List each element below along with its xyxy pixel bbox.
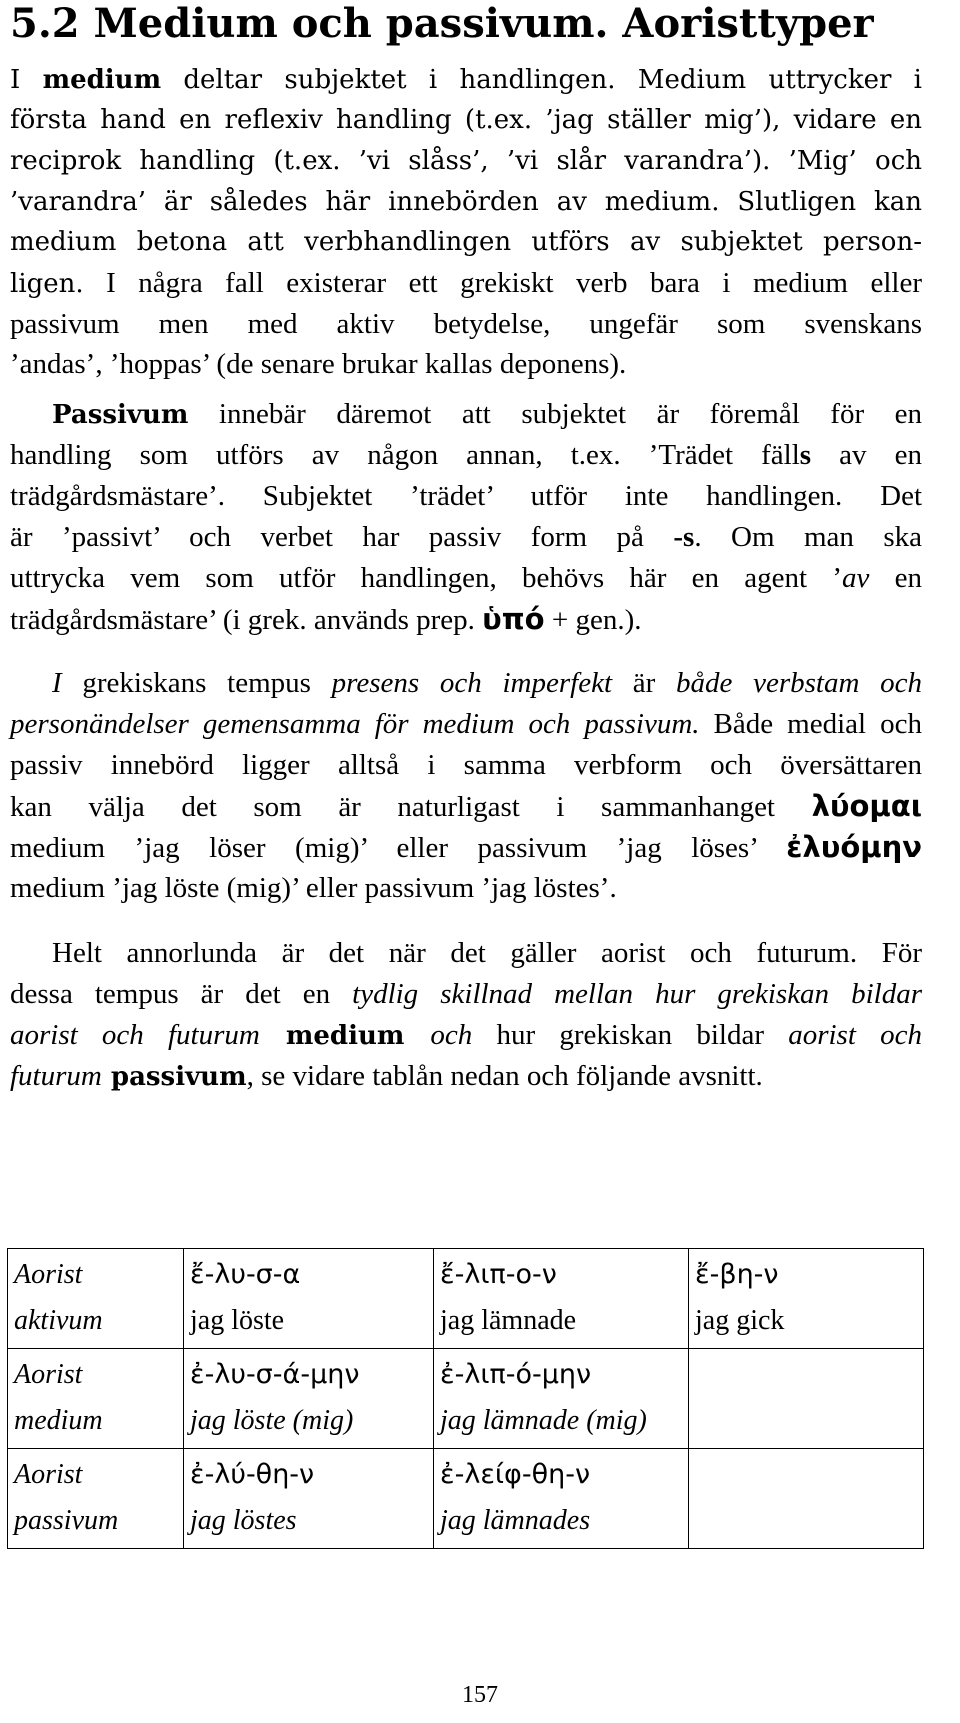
table-cell-empty [689,1449,924,1549]
greek-form: ἔ-βη-ν [695,1259,779,1290]
text-line: uttrycka vem som utför handlingen, behövs här en agent ’av en [10,562,923,594]
aorist-table [7,1248,924,1549]
text-line: passiv innebörd ligger alltså i samma verbform och översättaren [10,749,922,781]
page-number: 157 [462,1682,498,1708]
table-cell [184,1249,434,1349]
table-cell [689,1249,924,1349]
swedish-translation: jag gick [695,1305,785,1336]
text-line: passivum men med aktiv betydelse, ungefär som svenskans [10,308,922,340]
text-line: ’varandra’ är således här innebörden av medium. Slutligen kan [10,187,922,217]
text-line: ’andas’, ’hoppas’ (de senare brukar kallas deponens). [10,348,627,380]
greek-word: ὑπό [482,602,545,636]
greek-form: ἐ-λύ-θη-ν [190,1459,315,1490]
table-cell [434,1449,689,1549]
greek-form: ἐ-λείφ-θη-ν [440,1459,591,1490]
greek-word: λύομαι [811,789,922,823]
text-line: personändelser gemensamma för medium och passivum. Både medial och [10,708,922,740]
swedish-translation: jag löste [190,1305,285,1336]
greek-form: ἐ-λυ-σ-ά-μην [190,1359,360,1390]
text-line: I grekiskans tempus presens och imperfekt är både verbstam och [52,667,922,699]
text-line: futurum passivum, se vidare tablån nedan och följande avsnitt. [10,1060,763,1092]
text-line: trädgårdsmästare’ (i grek. används prep. ὑπό + gen.). [10,602,642,636]
text-line: handling som utförs av någon annan, t.ex. ’Trädet fälls av en [10,439,922,471]
text-line: Passivum innebär däremot att subjektet är föremål för en [52,398,922,430]
section-title: 5.2 Medium och passivum. Aoristtyper [10,0,874,47]
text-line: medium ’jag löser (mig)’ eller passivum ’jag löses’ ἐλυόμην [10,830,922,864]
row-label-cell: Aorist passivum [8,1449,184,1549]
text-line: medium betona att verbhandlingen utförs av subjektet person- [10,227,922,257]
swedish-translation: jag löstes [190,1505,297,1536]
swedish-translation: jag lämnade (mig) [440,1405,647,1436]
table-cell-empty [689,1349,924,1449]
greek-form: ἐ-λιπ-ό-μην [440,1359,592,1390]
row-label-cell: Aorist aktivum [8,1249,184,1349]
table-row [8,1349,924,1449]
greek-form: ἔ-λιπ-ο-ν [440,1259,557,1290]
greek-word: ἐλυόμην [786,830,922,864]
text-line: medium ’jag löste (mig)’ eller passivum ’jag löstes’. [10,872,617,904]
text-line: I medium deltar subjektet i handlingen. Medium uttrycker i [10,65,922,95]
greek-form: ἔ-λυ-σ-α [190,1259,301,1290]
text-line: reciprok handling (t.ex. ’vi slåss’, ’vi slår varandra’). ’Mig’ och [10,146,922,176]
term-medium: medium [42,65,162,95]
text-line: aorist och futurum medium och hur grekiskan bildar aorist och [10,1019,922,1051]
swedish-translation: jag lämnade [440,1305,577,1336]
text-line: ligen. I några fall existerar ett grekiskt verb bara i medium eller [10,267,922,299]
table-row [8,1449,924,1549]
table-cell [434,1249,689,1349]
swedish-translation: jag lämnades [440,1505,591,1536]
row-label-cell: Aorist medium [8,1349,184,1449]
table-cell [184,1349,434,1449]
text-line: är ’passivt’ och verbet har passiv form på -s. Om man ska [10,521,922,553]
table-row [8,1249,924,1349]
text-line: Helt annorlunda är det när det gäller aorist och futurum. För [52,937,922,969]
table-cell [184,1449,434,1549]
text-line: första hand en reflexiv handling (t.ex. ’jag ställer mig’), vidare en [10,105,922,135]
text-line: trädgårdsmästare’. Subjektet ’trädet’ utför inte handlingen. Det [10,480,922,512]
text-line: kan välja det som är naturligast i sammanhanget λύομαι [10,789,922,823]
term-passivum: Passivum [52,400,189,430]
table-cell [434,1349,689,1449]
swedish-translation: jag löste (mig) [190,1405,354,1436]
text-line: dessa tempus är det en tydlig skillnad mellan hur grekiskan bildar [10,978,923,1010]
